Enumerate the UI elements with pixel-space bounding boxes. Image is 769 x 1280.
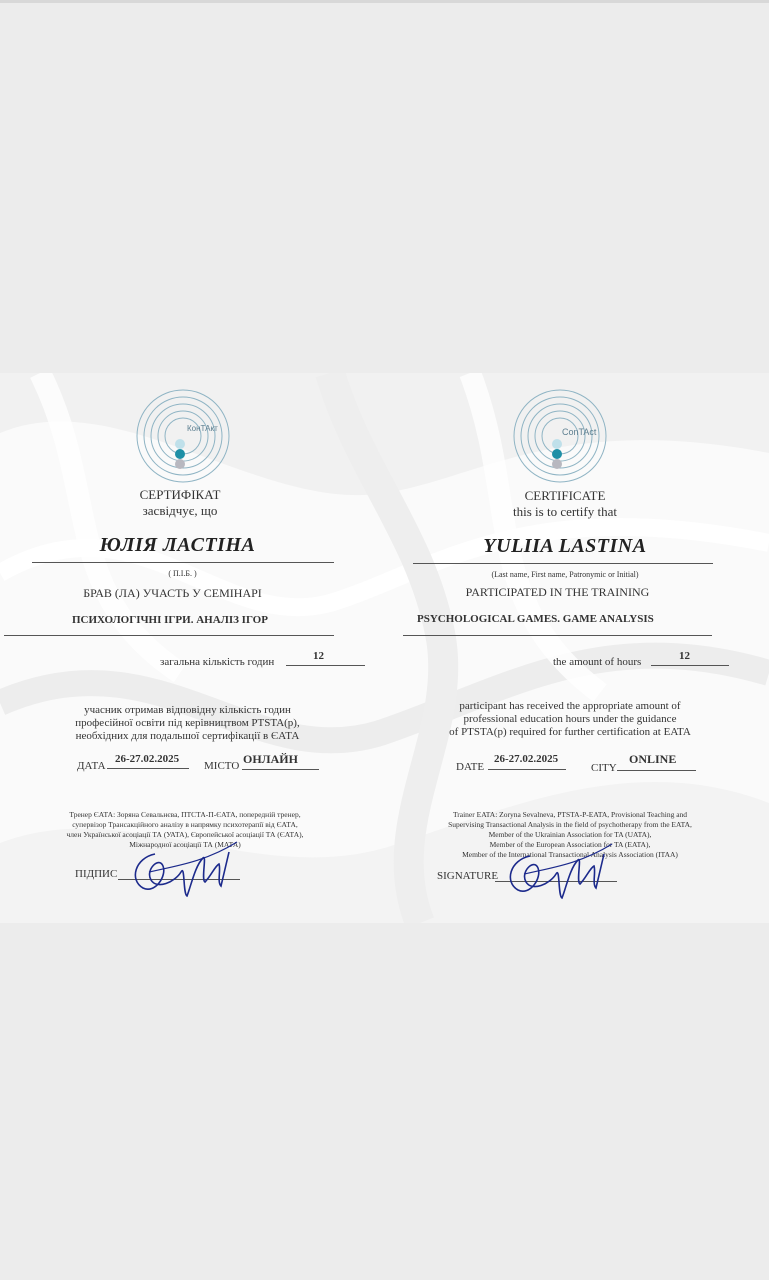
date-label: DATE	[456, 761, 485, 773]
date-value: 26-27.02.2025	[115, 753, 180, 765]
course-underline	[4, 635, 334, 636]
body-line-1: учасник отримав відповідну кількість годин	[84, 704, 291, 716]
body-line-1: participant has received the appropriate amount of	[459, 700, 681, 712]
city-value: ОНЛАЙН	[243, 752, 298, 766]
signature-image	[500, 838, 620, 908]
trainer-line-1: Trainer EATA: Zoryna Sevalneva, PTSTA-P-EATA, Provisional Teaching and	[452, 810, 688, 819]
body-line-2: professional education hours under the guidance	[463, 713, 677, 725]
certificate-english	[385, 373, 769, 923]
trainer-line-5: Member of the International Transactional Analysis Association (ITAA)	[462, 850, 678, 859]
date-value: 26-27.02.2025	[494, 753, 559, 765]
date-underline	[488, 769, 566, 770]
certificate-subtitle: this is to certify that	[513, 504, 617, 519]
svg-text:ConTAct: ConTAct	[562, 427, 597, 437]
hours-label: загальна кількість годин	[160, 656, 275, 668]
name-caption: (Last name, First name, Patronymic or Initial)	[491, 570, 639, 579]
hours-label: the amount of hours	[553, 656, 642, 668]
trainer-line-2: супервізор Трансакційного аналізу в напрямку психотерапії від ЄАТА,	[72, 820, 298, 829]
contact-logo-icon	[512, 388, 608, 484]
trainer-line-3: член Української асоціації ТА (УАТА), Європейської асоціації ТА (ЄАТА),	[66, 830, 304, 839]
certificate-title: CERTIFICATE	[524, 488, 606, 503]
certificate-ukrainian	[0, 373, 385, 923]
name-caption: ( П.І.Б. )	[168, 569, 197, 578]
city-label: МІСТО	[204, 760, 240, 772]
body-line-3: of PTSTA(p) required for further certification at EATA	[449, 726, 691, 738]
hours-value: 12	[679, 650, 690, 662]
certificate-subtitle: засвідчує, що	[142, 503, 218, 518]
body-line-2: професійної освіти під керівництвом PTSTA(p),	[75, 717, 300, 729]
certificate-title: СЕРТИФІКАТ	[139, 487, 221, 502]
trainer-line-3: Member of the Ukrainian Association for TA (UATA),	[488, 830, 652, 839]
course-underline	[403, 635, 712, 636]
trainer-line-2: Supervising Transactional Analysis in the field of psychotherapy from the EATA,	[448, 820, 692, 829]
hours-underline	[286, 665, 365, 666]
signature-label: SIGNATURE	[437, 870, 499, 882]
course-title: ПСИХОЛОГІЧНІ ІГРИ. АНАЛІЗ ІГОР	[72, 614, 268, 626]
signature-image	[125, 836, 245, 906]
date-underline	[107, 768, 189, 769]
body-line-3: необхідних для подальшої сертифікації в ЄАТА	[75, 730, 300, 742]
svg-text:КонТАкт: КонТАкт	[187, 424, 218, 433]
signature-label: ПІДПИС	[75, 868, 118, 880]
city-underline	[242, 769, 319, 770]
trainer-line-4: Міжнародної асоціації ТА (МАТА)	[129, 840, 241, 849]
participation-text: PARTICIPATED IN THE TRAINING	[465, 585, 650, 599]
date-label: ДАТА	[77, 760, 106, 772]
certificate-sheet	[0, 373, 769, 923]
hours-underline	[651, 665, 729, 666]
top-divider	[0, 0, 769, 3]
recipient-name: ЮЛІЯ ЛАСТІНА	[99, 534, 256, 556]
trainer-line-4: Member of the European Association for TA (EATA),	[489, 840, 651, 849]
hours-value: 12	[313, 650, 324, 662]
kontakt-logo-icon	[135, 388, 231, 484]
name-underline	[32, 562, 334, 563]
participation-text: БРАВ (ЛА) УЧАСТЬ У СЕМІНАРІ	[83, 586, 262, 600]
name-underline	[413, 563, 713, 564]
city-underline	[617, 770, 696, 771]
course-title: PSYCHOLOGICAL GAMES. GAME ANALYSIS	[417, 613, 654, 625]
city-value: ONLINE	[629, 752, 677, 766]
trainer-line-1: Тренер ЄАТА: Зоряна Севальнєва, ПТСТА-П-ЄАТА, попередній тренер,	[69, 810, 301, 819]
city-label: CITY	[591, 762, 617, 774]
recipient-name: YULIIA LASTINA	[483, 535, 647, 557]
